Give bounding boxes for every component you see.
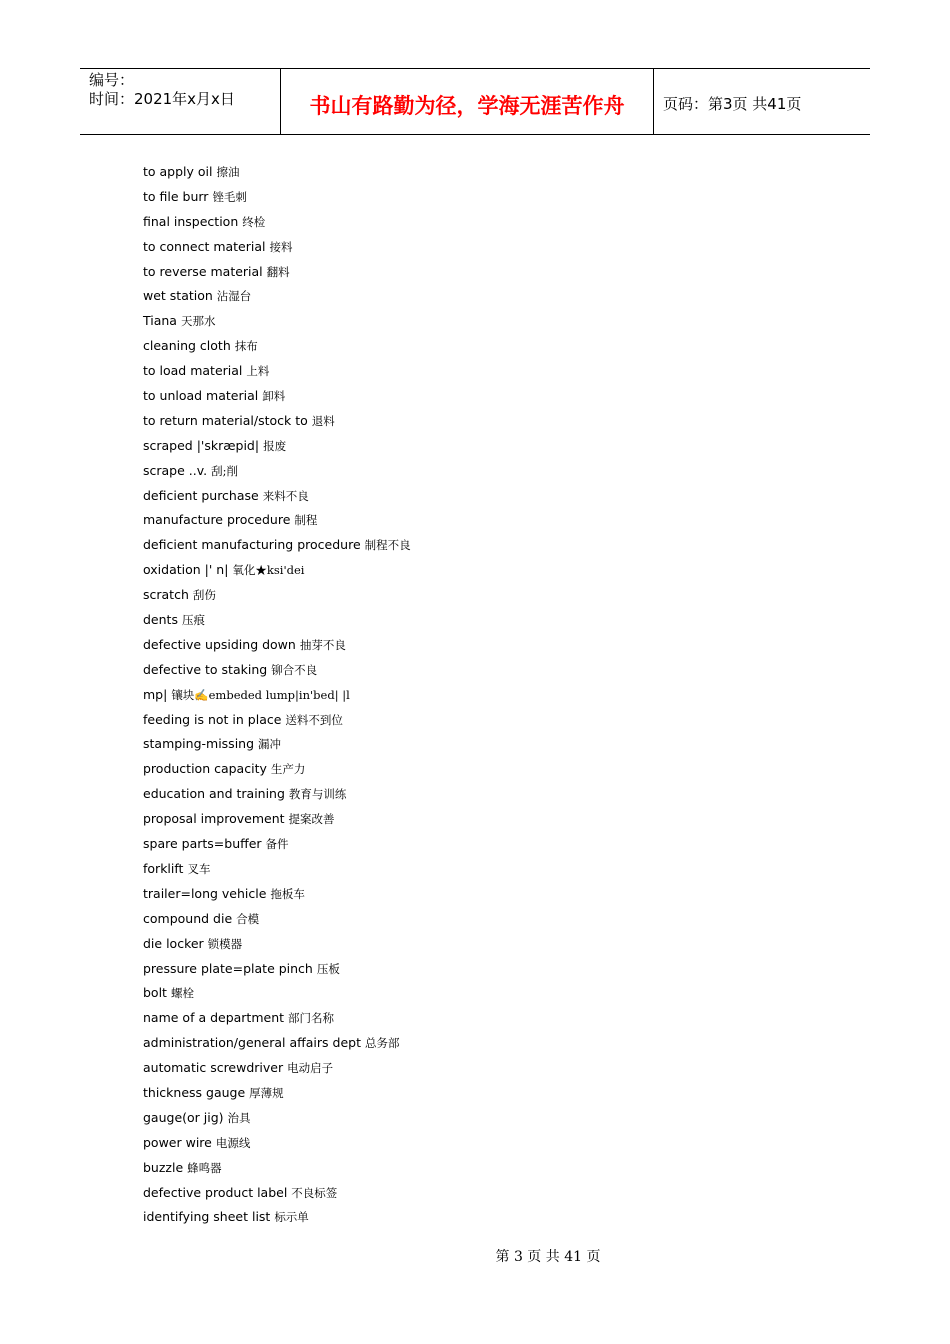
glossary-entry	[143, 658, 411, 683]
entry-term: spare parts=buffer	[143, 836, 262, 852]
entry-term: scraped |'skræpid|	[143, 437, 260, 453]
glossary-entry	[143, 583, 411, 608]
glossary-entry	[143, 1006, 411, 1031]
entry-translation: 铆合不良	[271, 662, 318, 677]
glossary-entry	[143, 1156, 411, 1181]
entry-translation: 压板	[316, 961, 340, 976]
entry-term: pressure plate=plate pinch	[143, 960, 313, 976]
entry-term: scratch	[143, 587, 189, 603]
glossary-entry	[143, 1106, 411, 1131]
entry-term: final inspection	[143, 213, 239, 229]
entry-translation: 擦油	[216, 165, 240, 179]
glossary-entry	[143, 732, 411, 757]
entry-term: stamping-missing	[143, 736, 255, 752]
entry-translation: 蜂鸣器	[187, 1160, 222, 1175]
entry-term: to unload material	[143, 388, 259, 404]
entry-translation: 来料不良	[262, 488, 309, 503]
glossary-entry	[143, 608, 411, 633]
entry-term: bolt	[143, 985, 167, 1001]
entry-translation: 治具	[227, 1110, 251, 1125]
entry-term: to load material	[143, 363, 243, 379]
glossary-entry	[143, 807, 411, 832]
glossary-entry	[143, 459, 411, 484]
glossary-entry	[143, 210, 411, 235]
entry-translation: 沾湿台	[216, 289, 252, 304]
glossary-entry	[143, 932, 411, 957]
entry-term: forklift	[143, 860, 184, 876]
glossary-entry	[143, 334, 411, 359]
entry-translation: 锁模器	[207, 936, 243, 951]
glossary-entry	[143, 1205, 411, 1230]
glossary-entry	[143, 832, 411, 857]
entry-term: automatic screwdriver	[143, 1060, 284, 1076]
glossary-list	[143, 160, 411, 1230]
glossary-entry	[143, 484, 411, 509]
entry-translation: 刮;削	[211, 463, 238, 478]
entry-term: to file burr	[143, 188, 209, 204]
entry-translation: 镶块✍embeded lump|in'bed| |l	[171, 687, 350, 702]
glossary-entry	[143, 957, 411, 982]
entry-term: gauge(or jig)	[143, 1109, 224, 1125]
entry-term: trailer=long vehicle	[143, 885, 267, 901]
entry-term: die locker	[143, 935, 204, 951]
entry-translation: 翻料	[266, 264, 290, 279]
entry-translation: 制程	[294, 513, 318, 528]
entry-translation: 退料	[311, 413, 335, 428]
entry-translation: 电源线	[215, 1135, 251, 1150]
entry-term: to return material/stock to	[143, 412, 308, 428]
entry-translation: 螺栓	[170, 986, 194, 1001]
entry-term: power wire	[143, 1134, 212, 1150]
glossary-entry	[143, 185, 411, 210]
entry-term: mp|	[143, 686, 168, 702]
entry-translation: 厚薄规	[249, 1085, 284, 1100]
entry-translation: 提案改善	[288, 812, 335, 827]
glossary-entry	[143, 235, 411, 260]
entry-translation: 抽芽不良	[299, 637, 346, 652]
page-header	[80, 68, 870, 135]
entry-translation: 抹布	[234, 339, 258, 354]
entry-term: Tiana	[143, 313, 177, 329]
glossary-entry	[143, 1181, 411, 1206]
entry-term: defective product label	[143, 1184, 288, 1200]
entry-term: manufacture procedure	[143, 512, 291, 528]
glossary-entry	[143, 309, 411, 334]
glossary-entry	[143, 359, 411, 384]
glossary-entry	[143, 558, 411, 583]
glossary-entry	[143, 683, 411, 708]
header-motto: 书山有路勤为径，学海无涯苦作舟	[281, 69, 654, 134]
glossary-entry	[143, 384, 411, 409]
glossary-entry	[143, 857, 411, 882]
entry-translation: 终检	[242, 214, 266, 229]
entry-translation: 备件	[265, 837, 289, 852]
entry-translation: 总务部	[364, 1036, 400, 1051]
entry-term: defective to staking	[143, 661, 268, 677]
entry-translation: 锉毛刺	[212, 189, 247, 204]
entry-term: deficient manufacturing procedure	[143, 537, 361, 553]
entry-term: scrape ..v.	[143, 462, 208, 478]
header-page-info: 页码：第3页 共41页	[663, 94, 802, 113]
entry-term: wet station	[143, 288, 213, 304]
glossary-entry	[143, 633, 411, 658]
entry-translation: 电动启子	[287, 1061, 334, 1076]
glossary-entry	[143, 981, 411, 1006]
glossary-entry	[143, 409, 411, 434]
entry-translation: 拖板车	[270, 886, 305, 901]
header-meta	[80, 69, 281, 134]
number-label: 编号：	[89, 71, 135, 89]
glossary-entry	[143, 284, 411, 309]
entry-translation: 漏冲	[258, 737, 282, 752]
entry-translation: 上料	[246, 364, 270, 379]
entry-translation: 刮伤	[192, 588, 216, 603]
entry-term: dents	[143, 612, 178, 628]
entry-term: thickness gauge	[143, 1084, 246, 1100]
glossary-entry	[143, 533, 411, 558]
entry-term: compound die	[143, 910, 233, 926]
entry-term: production capacity	[143, 761, 267, 777]
glossary-entry	[143, 434, 411, 459]
entry-term: to apply oil	[143, 164, 213, 179]
glossary-entry	[143, 757, 411, 782]
entry-translation: 氧化★ksi'dei	[232, 563, 305, 578]
entry-term: feeding is not in place	[143, 711, 282, 727]
glossary-entry	[143, 1081, 411, 1106]
entry-translation: 制程不良	[364, 538, 411, 553]
glossary-entry	[143, 1131, 411, 1156]
entry-translation: 报废	[263, 438, 287, 453]
page-footer: 第 3 页 共 41 页	[495, 1249, 601, 1265]
entry-translation: 教育与训练	[288, 787, 347, 802]
glossary-entry	[143, 1031, 411, 1056]
entry-term: name of a department	[143, 1010, 285, 1026]
time-label: 时间：2021年x月x日	[89, 90, 235, 108]
entry-term: to connect material	[143, 238, 266, 254]
entry-translation: 部门名称	[288, 1011, 335, 1026]
entry-term: buzzle	[143, 1159, 184, 1175]
entry-term: oxidation |' n|	[143, 562, 229, 578]
entry-term: identifying sheet list	[143, 1209, 271, 1225]
entry-translation: 标示单	[274, 1210, 309, 1225]
glossary-entry	[143, 782, 411, 807]
glossary-entry	[143, 508, 411, 533]
entry-translation: 不良标签	[291, 1185, 338, 1200]
entry-term: to reverse material	[143, 263, 263, 279]
glossary-entry	[143, 260, 411, 285]
entry-translation: 叉车	[187, 861, 211, 876]
entry-term: defective upsiding down	[143, 636, 296, 652]
entry-term: proposal improvement	[143, 811, 285, 827]
entry-translation: 天那水	[180, 314, 216, 329]
glossary-entry	[143, 907, 411, 932]
glossary-entry	[143, 882, 411, 907]
entry-translation: 接料	[269, 239, 293, 254]
entry-term: administration/general affairs dept	[143, 1035, 361, 1051]
glossary-entry	[143, 160, 411, 185]
glossary-entry	[143, 708, 411, 733]
entry-translation: 合模	[236, 911, 260, 926]
entry-term: education and training	[143, 786, 285, 802]
entry-translation: 生产力	[270, 762, 306, 777]
entry-translation: 卸料	[262, 389, 286, 404]
entry-term: cleaning cloth	[143, 338, 231, 354]
glossary-entry	[143, 1056, 411, 1081]
entry-translation: 压痕	[181, 613, 205, 628]
entry-translation: 送料不到位	[285, 712, 343, 727]
entry-term: deficient purchase	[143, 487, 259, 503]
